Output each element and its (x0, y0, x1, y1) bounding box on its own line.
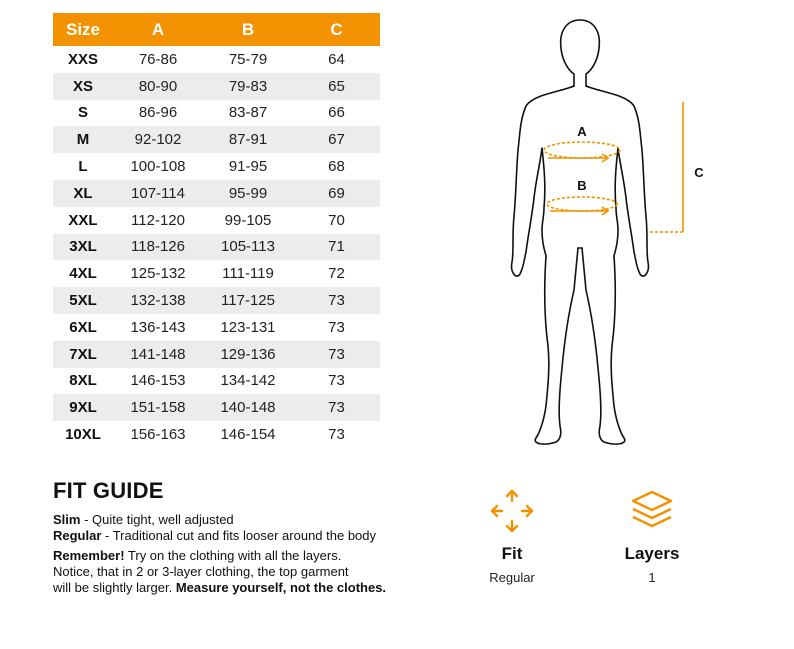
size-row (53, 180, 380, 207)
cell-a: 86-96 (138, 104, 178, 122)
size-row (53, 73, 380, 100)
cell-size: 10XL (65, 426, 101, 444)
cell-b: 99-105 (224, 211, 272, 229)
measurement-a-ellipse (544, 142, 620, 162)
remember-line-2: Notice, that in 2 or 3-layer clothing, the top garment (53, 564, 349, 579)
size-row (53, 46, 380, 73)
cell-c: 68 (328, 158, 345, 176)
cell-a: 118-126 (113, 234, 203, 261)
cell-size: M (53, 126, 113, 153)
cell-a: 146-153 (130, 372, 186, 390)
cell-b: 117-125 (203, 287, 293, 314)
size-row (53, 234, 380, 261)
size-row (53, 260, 380, 287)
layers-value: 1 (648, 570, 656, 585)
cell-b: 134-142 (220, 372, 276, 390)
size-row (53, 287, 380, 314)
slim-term: Slim (53, 512, 81, 527)
cell-c: 73 (293, 287, 380, 314)
regular-term: Regular (53, 528, 102, 543)
remember-line-3: will be slightly larger. (53, 580, 176, 595)
fit-slim-description (53, 512, 234, 528)
cell-b: 140-148 (203, 394, 293, 421)
cell-c: 70 (328, 211, 345, 229)
cell-b: 79-83 (203, 73, 293, 100)
cell-a: 100-108 (130, 158, 186, 176)
cell-size: XXS (67, 50, 98, 68)
cell-c: 67 (293, 126, 380, 153)
remember-term: Remember! (53, 548, 125, 563)
cell-a: 136-143 (130, 318, 186, 336)
cell-size: L (78, 158, 88, 176)
cell-size: 7XL (53, 341, 113, 368)
cell-c: 73 (328, 372, 345, 390)
cell-a: 80-90 (113, 73, 203, 100)
cell-size: 6XL (69, 318, 97, 336)
remember-line-1: Try on the clothing with all the layers. (124, 548, 342, 563)
fit-label: Fit (501, 544, 523, 563)
header-c: C (293, 13, 380, 46)
label-c: C (694, 165, 704, 180)
cell-b: 129-136 (203, 341, 293, 368)
cell-c: 72 (328, 265, 345, 283)
remember-emphasis: Measure yourself, not the clothes. (175, 580, 387, 595)
cell-a: 156-163 (130, 426, 186, 444)
label-b: B (577, 178, 587, 193)
fit-value: Regular (489, 570, 535, 585)
cell-a: 141-148 (113, 341, 203, 368)
slim-desc: - Quite tight, well adjusted (80, 512, 234, 527)
cell-b: 87-91 (203, 126, 293, 153)
cell-c: 73 (293, 394, 380, 421)
size-table-body (53, 46, 380, 448)
size-row (53, 368, 380, 395)
fit-regular-description (53, 528, 376, 544)
cell-c: 73 (328, 426, 345, 444)
fit-guide-title: FIT GUIDE (53, 478, 164, 503)
cell-a: 107-114 (113, 180, 203, 207)
cell-size: XL (53, 180, 113, 207)
header-size: Size (53, 13, 113, 46)
measurement-b-ellipse (547, 197, 617, 215)
cell-b: 105-113 (203, 234, 293, 261)
cell-c: 69 (293, 180, 380, 207)
cell-size: 8XL (69, 372, 97, 390)
cell-a: 112-120 (131, 211, 185, 229)
cell-size: 4XL (69, 265, 97, 283)
size-row (53, 314, 380, 341)
cell-size: S (77, 104, 88, 122)
cell-b: 83-87 (228, 104, 268, 122)
body-measurement-figure (498, 16, 718, 456)
size-row (53, 421, 380, 448)
cell-a: 76-86 (138, 50, 178, 68)
header-a: A (113, 13, 203, 46)
header-b: B (203, 13, 293, 46)
size-row (53, 394, 380, 421)
size-row (53, 153, 380, 180)
cell-b: 111-119 (222, 265, 274, 283)
arrows-move-icon (489, 488, 535, 534)
size-row (53, 126, 380, 153)
size-row (53, 341, 380, 368)
cell-b: 95-99 (203, 180, 293, 207)
measurement-c-bracket (650, 102, 683, 232)
size-row (53, 207, 380, 234)
cell-b: 75-79 (228, 50, 268, 68)
cell-c: 73 (293, 341, 380, 368)
layers-icon (629, 488, 675, 534)
cell-c: 66 (328, 104, 345, 122)
cell-b: 146-154 (220, 426, 276, 444)
size-chart-table (53, 13, 380, 448)
cell-c: 64 (328, 50, 345, 68)
layers-feature (610, 488, 694, 585)
cell-a: 125-132 (130, 265, 186, 283)
cell-b: 91-95 (228, 158, 268, 176)
size-table-header (53, 13, 380, 46)
cell-size: 3XL (53, 234, 113, 261)
cell-size: 9XL (53, 394, 113, 421)
human-silhouette (512, 20, 649, 444)
cell-size: 5XL (53, 287, 113, 314)
cell-c: 71 (293, 234, 380, 261)
cell-c: 73 (328, 318, 345, 336)
cell-c: 65 (293, 73, 380, 100)
size-row (53, 100, 380, 127)
label-a: A (577, 124, 587, 139)
cell-a: 151-158 (113, 394, 203, 421)
fit-feature (470, 488, 554, 585)
regular-desc: - Traditional cut and fits looser around the body (101, 528, 377, 543)
cell-size: XS (53, 73, 113, 100)
layers-label: Layers (624, 544, 680, 563)
cell-a: 132-138 (113, 287, 203, 314)
cell-a: 92-102 (113, 126, 203, 153)
remember-note (53, 548, 386, 596)
cell-size: XXL (68, 211, 98, 229)
cell-b: 123-131 (220, 318, 276, 336)
